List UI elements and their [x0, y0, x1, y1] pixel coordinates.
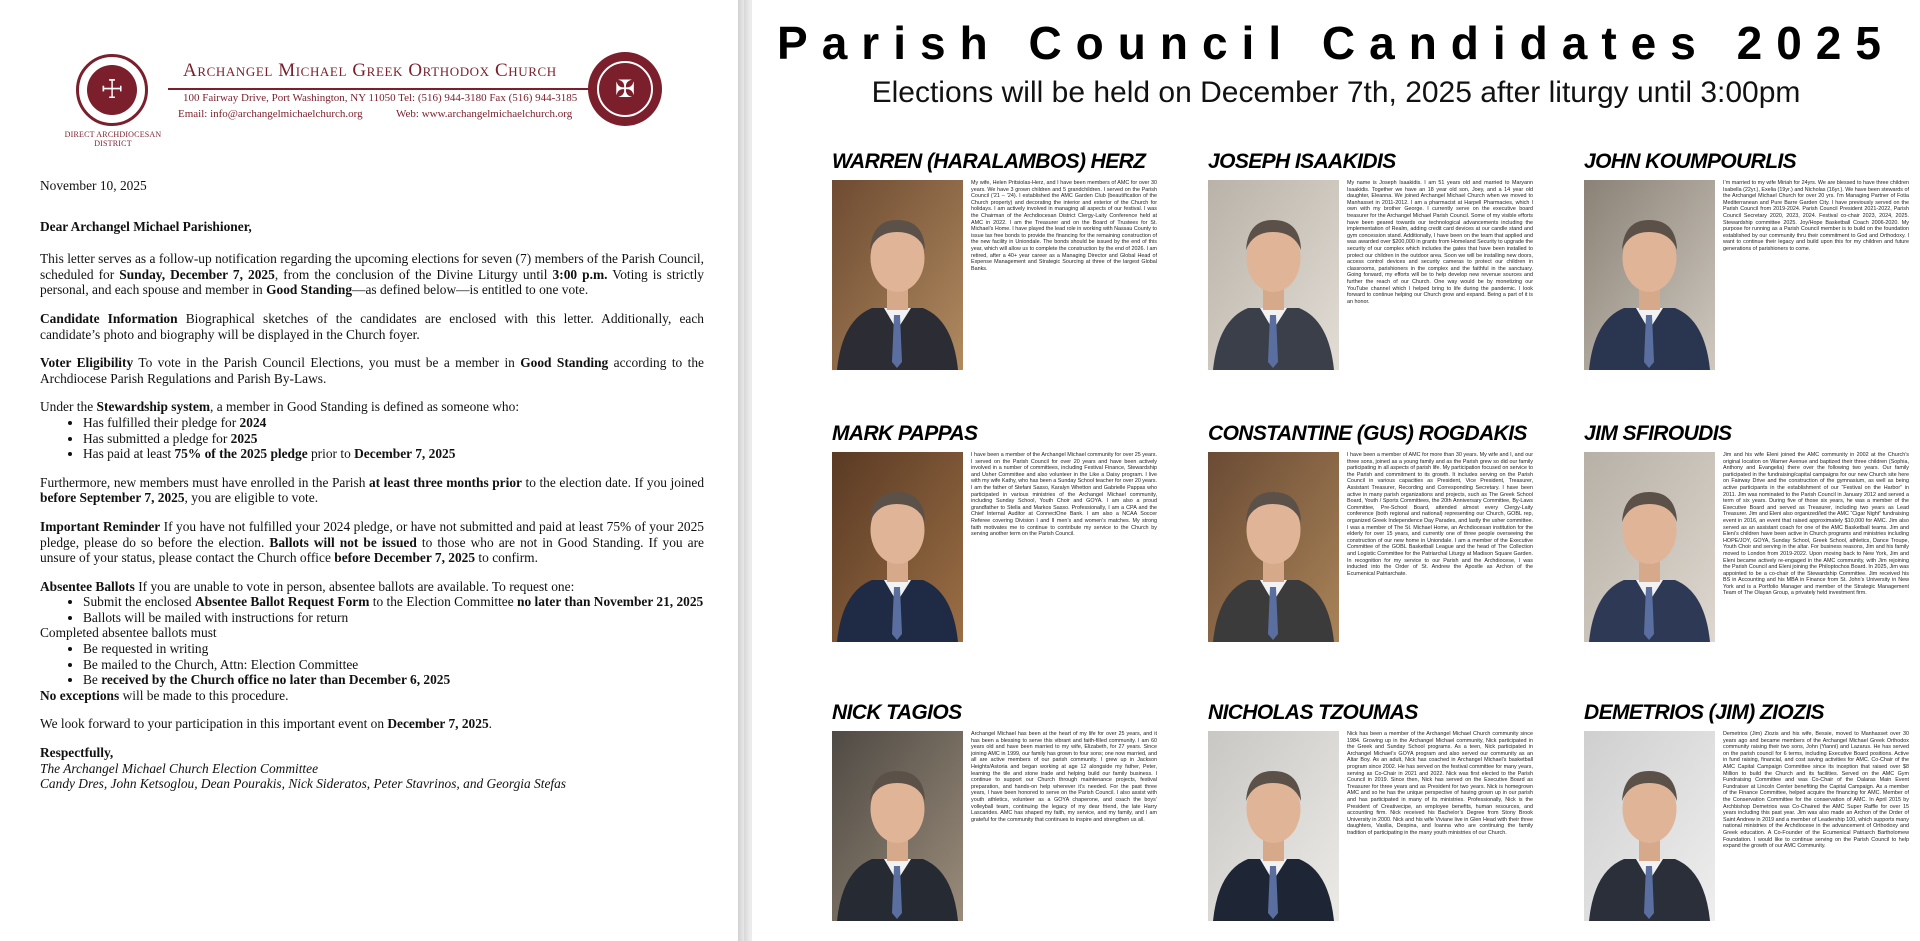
closing-word: Respectfully, [40, 745, 114, 761]
church-address: 100 Fairway Drive, Port Washington, NY 11050 Tel: (516) 944-3180 Fax (516) 944-3185 [183, 92, 578, 104]
absentee-list [83, 594, 704, 625]
committee-name: The Archangel Michael Church Election Committee [40, 760, 319, 776]
flyer-title: Parish Council Candidates 2025 [777, 17, 1895, 69]
icon-emblem: ✠ [597, 61, 653, 117]
candidate-name: JOSEPH ISAAKIDIS [1208, 150, 1396, 173]
absentee-paragraph: Absentee Ballots If you are unable to vote in person, absentee ballots are available. To request one: [40, 578, 575, 594]
district-label: DIRECT ARCHDIOCESAN DISTRICT [64, 130, 162, 149]
list-item: • Ballots will be mailed with instructions for return [83, 610, 704, 626]
candidate-bio: Nick has been a member of the Archangel Michael Church community since 1984. Growing up in the Archangel Michael community, Nick participated in the Greek and Sunday School programs. As a teen, Nick participated in Archangel Michael’s GOYA program and also served our community as an Altar Boy. As an adult, Nick has coached in Archangel Michael’s basketball program since 2002. He has served on the festival committee for many years, serving as Co-Chair in 2021 and 2022. Nick was first elected to the Parish Council in 2019. Since then, Nick has served on the Executive Board as Treasurer for three years and as President for two years. Nick is homegrown AMC and so he has the unique perspective of having grown up in our parish and has participated in many of its ministries. Professionally, Nick is the President of Creativecipe, an employee benefits, human resources, and accounting firm. Nick received his Bachelor’s Degree from Stony Brook University in 2000. Nick and his wife Viviane live in Glen Head with their three daughters, Vasilia, Despina, and Ioanna who are continuing the family tradition of participating in the many youth ministries of our Church. [1347, 731, 1533, 836]
list-item: • Be received by the Church office no later than December 6, 2025 [83, 672, 704, 688]
list-item: • Submit the enclosed Absentee Ballot Request Form to the Election Committee no later than November 21, 2025 [83, 594, 704, 610]
candidate-name: JOHN KOUMPOURLIS [1584, 150, 1797, 173]
flyer-subtitle: Elections will be held on December 7th, 2025 after liturgy until 3:00pm [871, 76, 1801, 109]
letterhead-divider [168, 88, 614, 90]
candidate-name: DEMETRIOS (JIM) ZIOZIS [1584, 701, 1824, 724]
candidate-name: JIM SFIROUDIS [1584, 422, 1732, 445]
candidate-bio: I have been a member of AMC for more than 30 years. My wife and I, and our three sons, joined as a young family and as the Parish grew so did our family participating in all aspects of parish life. My participation focused on service to the Parish and commitment to its growth. It includes serving on the Parish Council in various capacities as President, Vice President, Treasurer, Assistant Treasurer, Recording and Corresponding Secretary. I have been active in many parish organizations and projects, such as The Greek School Board, Youth / Sports Committees, the 20th Anniversary Committee, By-Laws Committee, Pre-School Board, attended almost every Clergy-Laity conference (both regional and national) representing our Church, GOBL rep, organized Greek Independence Day Parades, and lastly the usher committee. I was a member of The St. Michael Home, an Archdiocesan institution for the elderly for over 15 years, and currently one of three people overseeing the construction of our new home in Uniondale. I am a member of the Executive Committee of the GOBL Basketball League and the head of The Collection and Logistic Committee for the Patriarchal Liturgy at Madison Square Garden. In recognition for my service to our Parish and the Archdiocese, I was inducted into the Order of St. Andrew the Apostle as Archon of the Ecumenical Patriarchate. [1347, 452, 1533, 577]
candidate-bio: My name is Joseph Isaakidis. I am 51 years old and married to Maryann Isaakidis. Together we have an 18 year old son, Joey, and a 14 year old daughter, Eleanna. We joined Archangel Michael Church when we moved to Manhasset in 2011-2012. I am a pharmacist at Harpell Pharmacies, which I own with my brother George. I currently serve on the executive board treasurer for the Archangel Michael Parish Council. Some of my visible efforts have been geared towards our technological advancements including the implementation of Realm, adding credit card devices at our candle stand and gym concession stand. Additionally, I have been on the team that applied and was awarded over $200,000 in grants from Homeland Security to upgrade the security of our complex which includes the gates that have been installed to protect our children in the outdoor area. Soon we will be installing new doors, access control devices and security cameras to protect our children in classrooms, parishioners in the complex and the faithful in the sanctuary. Going forward, my efforts will be to help develop new revenue sources and further the reach of our Church. One way would be by monetizing our YouTube channel which I helped bring to life during the pandemic. I look forward to continue helping our Church grow and expand. Being a part of it is an honor. [1347, 180, 1533, 305]
candidate-bio: Jim and his wife Eleni joined the AMC community in 2002 at the Church’s original location on Warner Avenue and baptized their three children (Sophia, Anthony and Evangelia) there over the following two years. Our family participated in the fundraising/capital campaigns for our new Church site here on Fairway Drive and the construction of the gymnasium, as well as being active participants in the establishment of our “Festival on the Harbor” in 2011. Jim was nominated to the Parish Council in January 2012 and served a term of six years. During five of those six years, he was a member of the Executive Board and served as Treasurer, including two years as Lead Treasurer. Jim and Eleni also organized/led the AMC “Cigar Night” fundraising event in 2016, an event that raised approximately $10,000 for AMC. Jim also served as an assistant coach for one of the AMC Basketball teams. Jim and Eleni’s children have been active in Church programs and ministries including HOPE/JOY, GOYA, Sunday School, Greek School, athletics, Dance Troupe, Youth Choir and serving in the altar. For business reasons, Jim and his family moved to London from 2019-2022. Upon moving back to New York, Jim and Eleni became actively re-engaged in the AMC community, with Jim rejoining the Parish Council and Eleni joining the Philoptochos Board. In 2025, Jim was appointed to be a co-chair of the Stewardship Committee. Jim received his BS in Accounting and his MBA in Finance from St. John’s University in New York and is a Portfolio Manager and member of the Strategic Management Team of The Olayan Group, a privately held investment firm. [1723, 452, 1909, 597]
candidate-name: WARREN (HARALAMBOS) HERZ [832, 150, 1146, 173]
archdiocese-seal-icon [76, 54, 148, 126]
church-email: Email: info@archangelmichaelchurch.org [178, 108, 363, 120]
list-item: • Has fulfilled their pledge for 2024 [83, 415, 704, 431]
candidate-name: NICHOLAS TZOUMAS [1208, 701, 1418, 724]
candidate-card [1208, 701, 1568, 921]
candidate-photo [1584, 452, 1715, 642]
candidate-name: CONSTANTINE (GUS) ROGDAKIS [1208, 422, 1527, 445]
candidate-card [1208, 422, 1568, 642]
candidate-photo [1208, 452, 1339, 642]
completed-ballots-list [83, 641, 704, 688]
candidate-bio: Archangel Michael has been at the heart of my life for over 25 years, and it has been a blessing to serve this vibrant and faith-filled community. I am 60 years old and have been married to my wife, Elizabeth, for 27 years. Since joining AMC in 1999, our family has grown to four sons; one now married, and all are active members of our parish community. I grew up in Jackson Heights/Astoria and began working at age 12 alongside my father, Peter, learning the tile and stone trade and helping build our family business. I continue to support our Church through maintenance projects, festival preparation, and hands-on help wherever it’s needed. For the past three years, I have been honored to serve on the Parish Council. I also assist with youth athletics, volunteer as a GOYA chaperone, and coach the boys’ volleyball team, continuing the legacy of my dear friend, the late Harry Lascarides. AMC has shaped my faith, my service, and my family, and I am grateful for the community that continues to inspire and strengthen us all. [971, 731, 1157, 823]
candidate-photo [832, 731, 963, 921]
no-exceptions-line: No exceptions will be made to this procedure. [40, 687, 289, 703]
stewardship-list [83, 415, 704, 462]
candidate-photo [832, 180, 963, 370]
candidates-flyer [752, 0, 1920, 941]
candidate-card [1584, 150, 1920, 370]
candidate-photo [1208, 731, 1339, 921]
candidate-photo [1584, 180, 1715, 370]
candidate-card [832, 422, 1192, 642]
candidate-card [1208, 150, 1568, 370]
letter-body [40, 178, 704, 792]
candidate-bio: I have been a member of the Archangel Michael community for over 25 years. I served on the Parish Council for over 20 years and have been actively involved in a number of committees, including Festival Finance, Stewardship and Usher Committee and also volunteer in the Like a Daisy program. I live with my wife Kathy, who has been a Sunday School teacher for over 20 years. I am the father of Stefani Sasso, Karalyn Whetton and Gabrielle Pappas who participated in various ministries of the Archangel Michael community, including Sunday School, Youth Choir and GOYA. I am also a proud grandfather to Stella and Markos Sasso. Professionally, I am a CPA and the Chief Internal Auditor at ConnectOne Bank. I am also a NCAA Soccer Referee covering Division I and II men’s and women’s matches. My strong faith motivates me to continue to contribute my service to the Church by serving another term on the Parish Council. [971, 452, 1157, 538]
candidate-card [832, 701, 1192, 921]
reminder-paragraph: Important Reminder If you have not fulfilled your 2024 pledge, or have not submitted and paid at least 75% of your 2025 pledge, please do so before the election. Ballots will not be issued to those who are not in Good Standing. If you are unsure of your status, please contact the Church office before December 7, 2025 to confirm. [40, 518, 704, 566]
closing-paragraph: We look forward to your participation in this important event on December 7, 2025. [40, 716, 493, 732]
cross-icon: ☩ [87, 65, 137, 115]
church-name: Archangel Michael Greek Orthodox Church [183, 60, 557, 81]
membership-paragraph: Furthermore, new members must have enrolled in the Parish at least three months prior to the election date. If you joined before September 7, 2025, you are eligible to vote. [40, 474, 705, 506]
stewardship-intro: Under the Stewardship system, a member in Good Standing is defined as someone who: [40, 399, 520, 415]
intro-paragraph: This letter serves as a follow-up notification regarding the upcoming elections for seven (7) members of the Parish Council, scheduled for Sunday, December 7, 2025, from the conclusion of the Divine Liturgy until 3:00 p.m. Voting is strictly personal, and each spouse and member in Good Standing—as defined below—is entitled to one vote. [40, 251, 704, 298]
candidate-bio: I’m married to my wife Miriah for 24yrs. We are blessed to have three children Isabella (22yr.), Exelia (19yr.) and Nicholas (16yr.). We have been stewards of the Archangel Michael Church for over 20 yrs. I’m Managing Partner of Fotia Mediterranean and Pure Barre Garden City. I have previously served on the Parish Council from 2019-2024. Parish Council President 2021-2022, Parish Council Secretary 2020, 2023, 2024. Festival co-chair 2023, 2024, 2025. Stewardship committee 2025. Joy/Hope Basketball Coach 2006-2020. My purpose for running as a Parish Council member is to build on the foundation established by our community thru their commitment to God and Orthodoxy. I want to continue their legacy and build upon this for my children and future generations of parishioners to come. [1723, 180, 1909, 252]
candidate-photo [1584, 731, 1715, 921]
letter-date: November 10, 2025 [40, 178, 147, 193]
list-item: • Be mailed to the Church, Attn: Election Committee [83, 657, 704, 673]
church-website: Web: www.archangelmichaelchurch.org [396, 108, 573, 120]
candidate-card [1584, 422, 1920, 642]
candidate-photo [832, 452, 963, 642]
list-item: • Has paid at least 75% of the 2025 pledge prior to December 7, 2025 [83, 446, 704, 462]
list-item: • Has submitted a pledge for 2025 [83, 431, 704, 447]
letterhead [40, 46, 704, 156]
candidate-card [832, 150, 1192, 370]
salutation: Dear Archangel Michael Parishioner, [40, 218, 252, 234]
candidate-bio: Demetrios (Jim) Ziozis and his wife, Bessie, moved to Manhasset over 30 years ago and became members of the Archangel Michael Greek Orthodox community raising their two sons, John (Yianni) and Lazarus. He has served on the parish council for 6 terms, including Executive Board positions. Active in fund raising, financial, and cost saving activities for AMC. Co-Chair of the AMC Capital Campaign Committee since its inception that raised over $8 Million to build the Church and its facilities. Served on the AMC Gym Fundraising Committee and was Co-Chair of the Dalaras Main Event Fundraiser at Lincoln Center benefiting the Capital Campaign. As a member of the Finance Committee, helped acquire the financing for AMC. Member of the Conservation Committee for the conservation of AMC. In April 2015 by Archbishop Demetrios was Co-Chaired the AMC Super Raffle for over 15 years including this past year. Jim was also made an Archon of the Order of Saint Andrew in 2019 and a member of Leadership 100, which supports many national ministries of the Archdiocese in the advancement of Orthodoxy and Greek education. A Co-Founder of the Ecumenical Patriarch Bartholomew Foundation. I would like to continue serving on the Parish Council to help expand the growth of our AMC Community. [1723, 731, 1909, 850]
candidate-card [1584, 701, 1920, 921]
voter-eligibility-paragraph: Voter Eligibility To vote in the Parish Council Elections, you must be a member in Good Standing according to the Archdiocese Parish Regulations and Parish By-Laws. [40, 355, 705, 386]
candidate-name: NICK TAGIOS [832, 701, 962, 724]
letter-page [0, 0, 744, 941]
candidate-photo [1208, 180, 1339, 370]
list-item: • Be requested in writing [83, 641, 704, 657]
candidate-name: MARK PAPPAS [832, 422, 978, 445]
candidate-info-paragraph: Candidate Information Biographical sketches of the candidates are enclosed with this letter. Additionally, each candidate’s photo and biography will be displayed in the Church foyer. [40, 310, 704, 342]
committee-members: Candy Dres, John Ketsoglou, Dean Pourakis, Nick Sideratos, Peter Stavrinos, and Georgia Stefas [40, 776, 567, 792]
church-seal-icon [588, 52, 662, 126]
page-fold-shadow [738, 0, 750, 941]
completed-ballots-label: Completed absentee ballots must [40, 625, 217, 641]
candidate-bio: My wife, Helen Pritsiolas-Herz, and I have been members of AMC for over 30 years. We have 3 grown children and 5 grandchildren. I served on the Parish Council (’21 – ’24). I established the AMC Garden Club (beautification of the Church property) and decorating the interior and exterior of the Church for holidays. I am actively involved in managing all aspects of our festival. I was the Chairman of the Archdiocesan District Clergy-Laity Conference held at AMC in 2022. I am the Treasurer and on the Board of Trustees for St. Michael’s Home. I have played the lead role in working with Nassau County to issue tax free bonds to provide the financing for the remaining construction of the new facility in Uniondale. The bonds should be issued by the end of this year, which will allow us to complete the construction by the end of 2026. I am retired, after a 40+ year career as a Managing Director and Global Head of Expense Management and Strategic Sourcing at three of the largest Global Banks. [971, 180, 1157, 272]
